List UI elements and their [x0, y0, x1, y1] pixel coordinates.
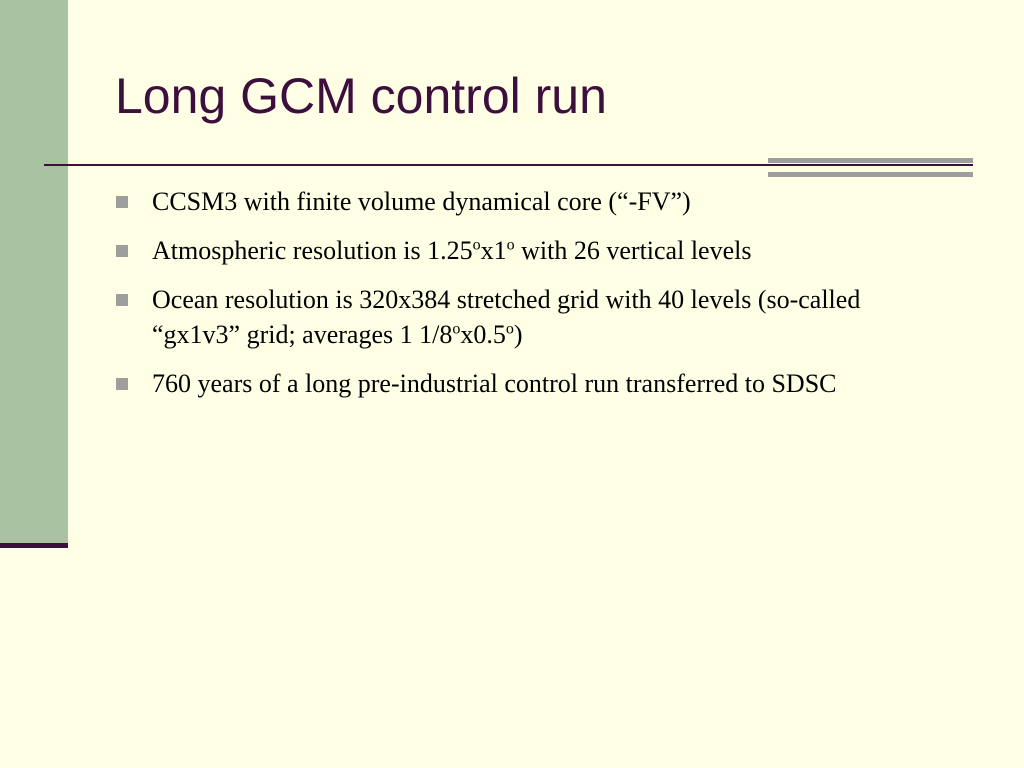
- accent-stripe: [768, 172, 973, 177]
- bullet-item: [113, 366, 943, 401]
- bullet-text: CCSM3 with finite volume dynamical core (“-FV”): [152, 187, 691, 216]
- bullet-text: ): [513, 320, 523, 349]
- slide-title: Long GCM control run: [115, 68, 607, 124]
- square-bullet-icon: [116, 294, 128, 306]
- bullet-text: Ocean resolution is 320x384 stretched grid with 40 levels (so-called “gx1v3” grid; averages 1 1/8: [152, 285, 861, 349]
- accent-stripe: [768, 158, 973, 163]
- degree-superscript: o: [452, 320, 461, 338]
- square-bullet-icon: [116, 196, 128, 208]
- bullet-text: x1: [480, 236, 507, 265]
- square-bullet-icon: [116, 245, 128, 257]
- bullet-text: 760 years of a long pre-industrial control run transferred to SDSC: [152, 369, 837, 398]
- title-accent-stripes: [768, 158, 973, 178]
- bullet-text: Atmospheric resolution is 1.25: [152, 236, 473, 265]
- bullet-text: x0.5: [460, 320, 506, 349]
- bullet-item: [113, 282, 943, 352]
- square-bullet-icon: [116, 378, 128, 390]
- side-accent-rule: [0, 543, 68, 548]
- bullet-text: with 26 vertical levels: [514, 236, 752, 265]
- degree-superscript: o: [505, 320, 514, 338]
- degree-superscript: o: [506, 236, 515, 254]
- side-accent-bar: [0, 0, 68, 546]
- bullet-item: [113, 184, 943, 219]
- degree-superscript: o: [472, 236, 481, 254]
- bullet-list: [113, 184, 943, 415]
- bullet-item: [113, 233, 943, 268]
